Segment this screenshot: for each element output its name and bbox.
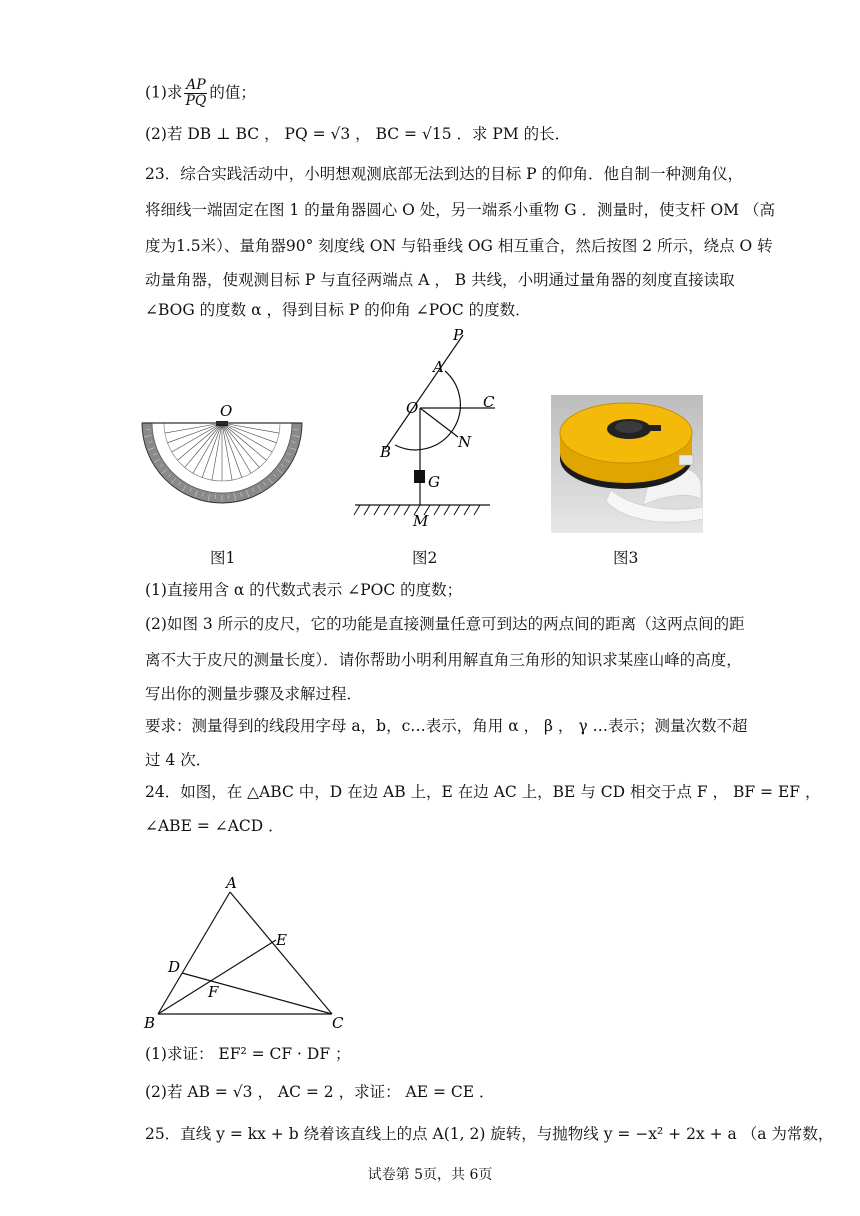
svg-text:G: G	[428, 473, 440, 491]
figure-1-label-o	[212, 400, 242, 422]
q23-part1: (1)直接用含 α 的代数式表示 ∠POC 的度数；	[145, 581, 463, 599]
figure-2-caption: 图2	[412, 549, 438, 567]
svg-text:C: C	[483, 393, 495, 411]
svg-text:B: B	[144, 1014, 156, 1032]
figure-1-caption: 图1	[210, 549, 236, 567]
figure-3-caption: 图3	[613, 549, 639, 567]
q23-requirement-2: 过 4 次．	[145, 751, 212, 769]
q22-part2: (2)若 DB ⊥ BC ， PQ = √3 ， BC = √15 ．求 PM 的长．	[145, 125, 571, 143]
page-footer: 试卷第 5页，共 6页	[367, 1167, 493, 1183]
q25-text-1: 25．直线 y = kx + b 绕着该直线上的点 A(1, 2) 旋转，与抛物线 y = −x² + 2x + a （a 为常数，	[145, 1125, 834, 1143]
q23-text-3: 度为1.5米）、量角器90° 刻度线 ON 与铅垂线 OG 相互重合，然后按图 2 所示，绕点 O 转	[145, 237, 773, 255]
svg-text:B: B	[380, 443, 392, 461]
q22-part1: (1)求 $\frac{AP}{PQ}$ 的值；	[145, 77, 256, 109]
q23-part2-line2: 离不大于皮尺的测量长度）．请你帮助小明利用解直角三角形的知识求某座山峰的高度，	[145, 651, 742, 669]
q23-text-2: 将细线一端固定在图 1 的量角器圆心 O 处，另一端系小重物 G ．测量时，使支杆 OM （高	[145, 201, 775, 219]
q23-text-5: ∠BOG 的度数 α ，得到目标 P 的仰角 ∠POC 的度数．	[145, 301, 531, 319]
q23-part2-line3: 写出你的测量步骤及求解过程．	[145, 685, 363, 703]
fraction-ap-pq: $\frac{AP}{PQ}$	[185, 77, 207, 109]
svg-text:D: D	[168, 958, 181, 976]
q24-text-2: ∠ABE = ∠ACD ．	[145, 817, 284, 835]
svg-text:A: A	[433, 358, 444, 376]
q24-text-1: 24．如图，在 △ABC 中，D 在边 AB 上，E 在边 AC 上，BE 与 CD 相交于点 F ， BF = EF ，	[145, 783, 821, 801]
figure-triangle-abc	[138, 872, 358, 1037]
figure-3-tape-measure	[551, 395, 703, 533]
svg-text:N: N	[458, 433, 472, 451]
q23-text-1: 23．综合实践活动中，小明想观测底部无法到达的目标 P 的仰角．他自制一种测角仪，	[145, 165, 744, 183]
q23-part2-line1: (2)如图 3 所示的皮尺，它的功能是直接测量任意可到达的两点间的距离（这两点间的距	[145, 615, 745, 633]
q23-text-4: 动量角器，使观测目标 P 与直径两端点 A ， B 共线，小明通过量角器的刻度直接读取	[145, 271, 735, 289]
svg-text:P: P	[453, 326, 464, 344]
svg-text:E: E	[276, 931, 287, 949]
q24-part2: (2)若 AB = √3 ， AC = 2 ，求证： AE = CE ．	[145, 1083, 495, 1101]
svg-text:C: C	[332, 1014, 344, 1032]
q24-part1: (1)求证： EF² = CF · DF ；	[145, 1045, 351, 1063]
q23-requirement-1: 要求：测量得到的线段用字母 a，b，c…表示，角用 α ， β ， γ …表示；测量次数不超	[145, 717, 748, 735]
svg-text:O: O	[406, 399, 419, 417]
figure-2-diagram	[350, 325, 510, 535]
svg-text:O: O	[220, 402, 233, 420]
svg-text:M: M	[413, 512, 429, 530]
svg-text:F: F	[208, 983, 219, 1001]
svg-text:A: A	[226, 874, 237, 892]
